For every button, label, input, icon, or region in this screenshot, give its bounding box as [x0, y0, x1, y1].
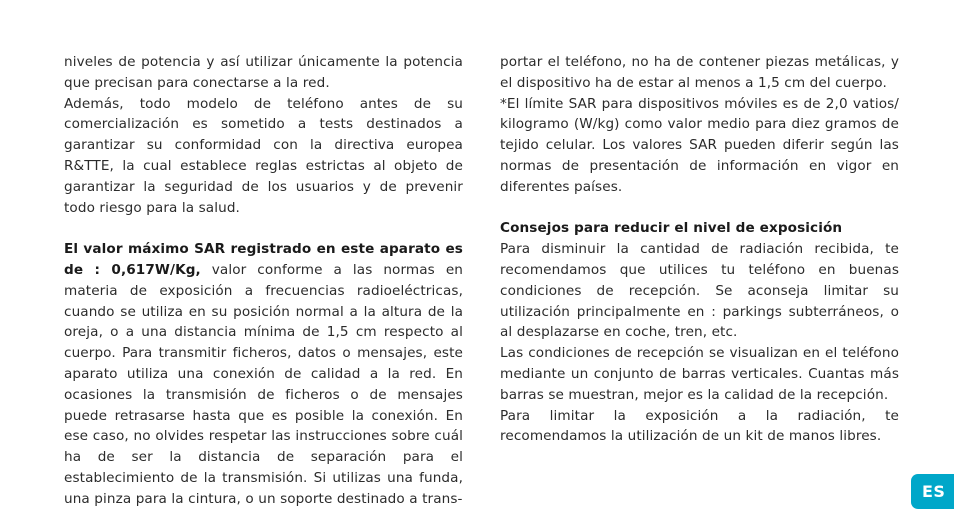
hands-free-paragraph: Para limitar la exposición a la radiación, te recomendamos la utilización de un kit de manos libres. — [500, 407, 899, 445]
sar-limit-paragraph: *El límite SAR para dispositivos móviles es de 2,0 vatios/ kilogramo (W/kg) como valor medio para diez gramos de tejido celular. Los valores SAR pueden diferir según las normas de presentación de información en vigor en diferentes países. — [500, 95, 899, 195]
paragraph-spacer — [500, 198, 899, 219]
compliance-paragraph: Además, todo modelo de teléfono antes de su comercialización es sometido a tests destinados a garantizar su conformidad con la directiva europea R&TTE, la cual establece reglas estrictas al objeto de garantizar la seguridad de los usuarios y de prevenir todo riesgo para la salud. — [64, 95, 463, 216]
reception-advice-paragraph: Para disminuir la cantidad de radiación recibida, te recomendamos que utilices tu teléfono en buenas condiciones de recepción. Se aconseja limitar su utilización principalmente en : parkings subterráneos, o al desplazarse en coche, tren, etc. — [500, 241, 899, 341]
right-text-column — [500, 52, 899, 447]
left-text-column — [64, 52, 463, 510]
language-tab — [911, 474, 954, 509]
language-tab-label: ES — [922, 482, 946, 501]
paragraph-spacer — [64, 218, 463, 239]
continuation-paragraph: portar el teléfono, no ha de contener piezas metálicas, y el dispositivo ha de estar al menos a 1,5 cm del cuerpo. — [500, 54, 899, 91]
sar-paragraph — [64, 239, 463, 509]
sar-value-heading: El valor máximo SAR registrado en este aparato es de : 0,617W/Kg, — [64, 241, 463, 278]
intro-paragraph: niveles de potencia y así utilizar únicamente la potencia que precisan para conectarse a la red. — [64, 54, 463, 91]
signal-bars-paragraph: Las condiciones de recepción se visualizan en el teléfono mediante un conjunto de barras verticales. Cuantas más barras se muestran, mejor es la calidad de la recepción. — [500, 345, 899, 403]
sar-body-text: valor conforme a las normas en materia de exposición a frecuencias radioeléctricas, cuando se utiliza en su posición normal a la altura de la oreja, o a una distancia mínima de 1,5 cm respecto al cuerpo. Para transmitir ficheros, datos o mensajes, este aparato utiliza una conexión de calidad a la red. En ocasiones la transmisión de ficheros o de mensajes puede retrasarse hasta que es posible la conexión. En ese caso, no olvides respetar las instrucciones sobre cuál ha de ser la distancia de separación para el establecimiento de la transmisión. Si utilizas una funda, una pinza para la cintura, o un soporte destinado a trans- — [64, 261, 463, 507]
exposure-advice-heading: Consejos para reducir el nivel de exposición — [500, 220, 843, 237]
